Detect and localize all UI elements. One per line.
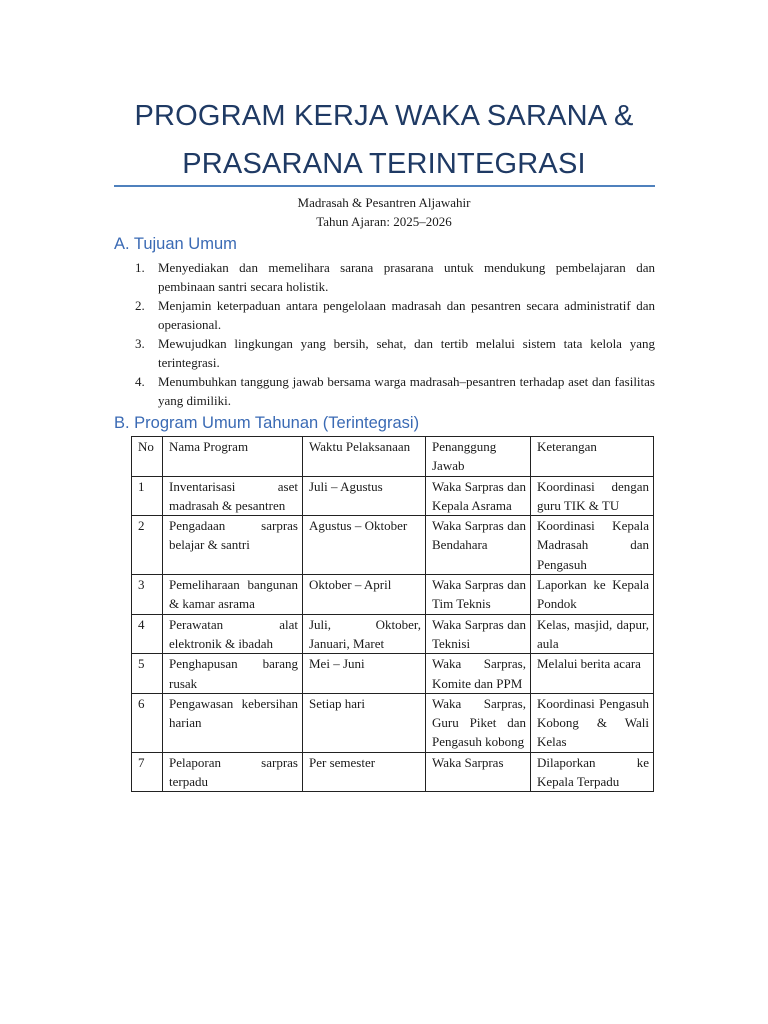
table-cell: 3: [132, 575, 163, 615]
table-cell: Penghapusan barang rusak: [163, 654, 303, 694]
column-header: Penanggung Jawab: [426, 437, 531, 477]
table-cell: Pengadaan sarpras belajar & santri: [163, 516, 303, 575]
goal-item: 2. Menjamin keterpaduan antara pengelolaan madrasah dan pesantren secara administratif dan operasional.: [135, 298, 655, 332]
table-cell: 5: [132, 654, 163, 694]
section-a-heading: A. Tujuan Umum: [114, 235, 237, 253]
academic-year: Tahun Ajaran: 2025–2026: [316, 214, 452, 229]
table-cell: Pelaporan sarpras terpadu: [163, 752, 303, 792]
table-cell: Kelas, masjid, dapur, aula: [531, 614, 654, 654]
table-cell: Laporkan ke Kepala Pondok: [531, 575, 654, 615]
table-header-row: [132, 437, 654, 477]
table-cell: Koordinasi Pengasuh Kobong & Wali Kelas: [531, 693, 654, 752]
table-row: [132, 752, 654, 792]
goals-list: [114, 258, 655, 410]
table-cell: Setiap hari: [303, 693, 426, 752]
table-cell: Koordinasi dengan guru TIK & TU: [531, 476, 654, 516]
table-cell: Oktober – April: [303, 575, 426, 615]
column-header: Waktu Pelaksanaan: [303, 437, 426, 477]
goal-item: 4. Menumbuhkan tanggung jawab bersama warga madrasah–pesantren terhadap aset dan fasilitas yang dimiliki.: [135, 374, 655, 408]
table-cell: Waka Sarpras, Guru Piket dan Pengasuh kobong: [426, 693, 531, 752]
table-cell: Juli – Agustus: [303, 476, 426, 516]
section-b-heading: B. Program Umum Tahunan (Terintegrasi): [114, 414, 420, 432]
table-cell: Waka Sarpras dan Bendahara: [426, 516, 531, 575]
document-title: [114, 92, 654, 188]
table-cell: Mei – Juni: [303, 654, 426, 694]
table-cell: Koordinasi Kepala Madrasah dan Pengasuh: [531, 516, 654, 575]
table-cell: Dilaporkan ke Kepala Terpadu: [531, 752, 654, 792]
table-cell: Waka Sarpras dan Teknisi: [426, 614, 531, 654]
table-cell: Waka Sarpras: [426, 752, 531, 792]
title-divider: [114, 185, 655, 187]
table-cell: Waka Sarpras dan Tim Teknis: [426, 575, 531, 615]
table-cell: 2: [132, 516, 163, 575]
table-cell: Waka Sarpras dan Kepala Asrama: [426, 476, 531, 516]
table-row: [132, 476, 654, 516]
table-cell: Agustus – Oktober: [303, 516, 426, 575]
table-cell: Melalui berita acara: [531, 654, 654, 694]
table-cell: Pengawasan kebersihan harian: [163, 693, 303, 752]
table-cell: 1: [132, 476, 163, 516]
table-row: [132, 516, 654, 575]
column-header: Keterangan: [531, 437, 654, 477]
table-cell: Per semester: [303, 752, 426, 792]
table-cell: Perawatan alat elektronik & ibadah: [163, 614, 303, 654]
table-row: [132, 654, 654, 694]
column-header: Nama Program: [163, 437, 303, 477]
table-cell: Waka Sarpras, Komite dan PPM: [426, 654, 531, 694]
table-cell: Pemeliharaan bangunan & kamar asrama: [163, 575, 303, 615]
title-line-1: PROGRAM KERJA WAKA SARANA &: [134, 100, 634, 132]
title-line-2: PRASARANA TERINTEGRASI: [182, 148, 586, 180]
institution-name: Madrasah & Pesantren Aljawahir: [297, 195, 471, 210]
table-row: [132, 693, 654, 752]
table-row: [132, 575, 654, 615]
goal-item: 3. Mewujudkan lingkungan yang bersih, sehat, dan tertib melalui sistem tata kelola yang terintegrasi.: [135, 336, 655, 370]
table-cell: 7: [132, 752, 163, 792]
table-cell: 4: [132, 614, 163, 654]
table-cell: Juli, Oktober, Januari, Maret: [303, 614, 426, 654]
table-row: [132, 614, 654, 654]
program-table: [131, 436, 654, 792]
column-header: No: [132, 437, 163, 477]
goal-item: 1. Menyediakan dan memelihara sarana prasarana untuk mendukung pembelajaran dan pembinaan santri secara holistik.: [135, 260, 655, 294]
table-cell: Inventarisasi aset madrasah & pesantren: [163, 476, 303, 516]
table-cell: 6: [132, 693, 163, 752]
